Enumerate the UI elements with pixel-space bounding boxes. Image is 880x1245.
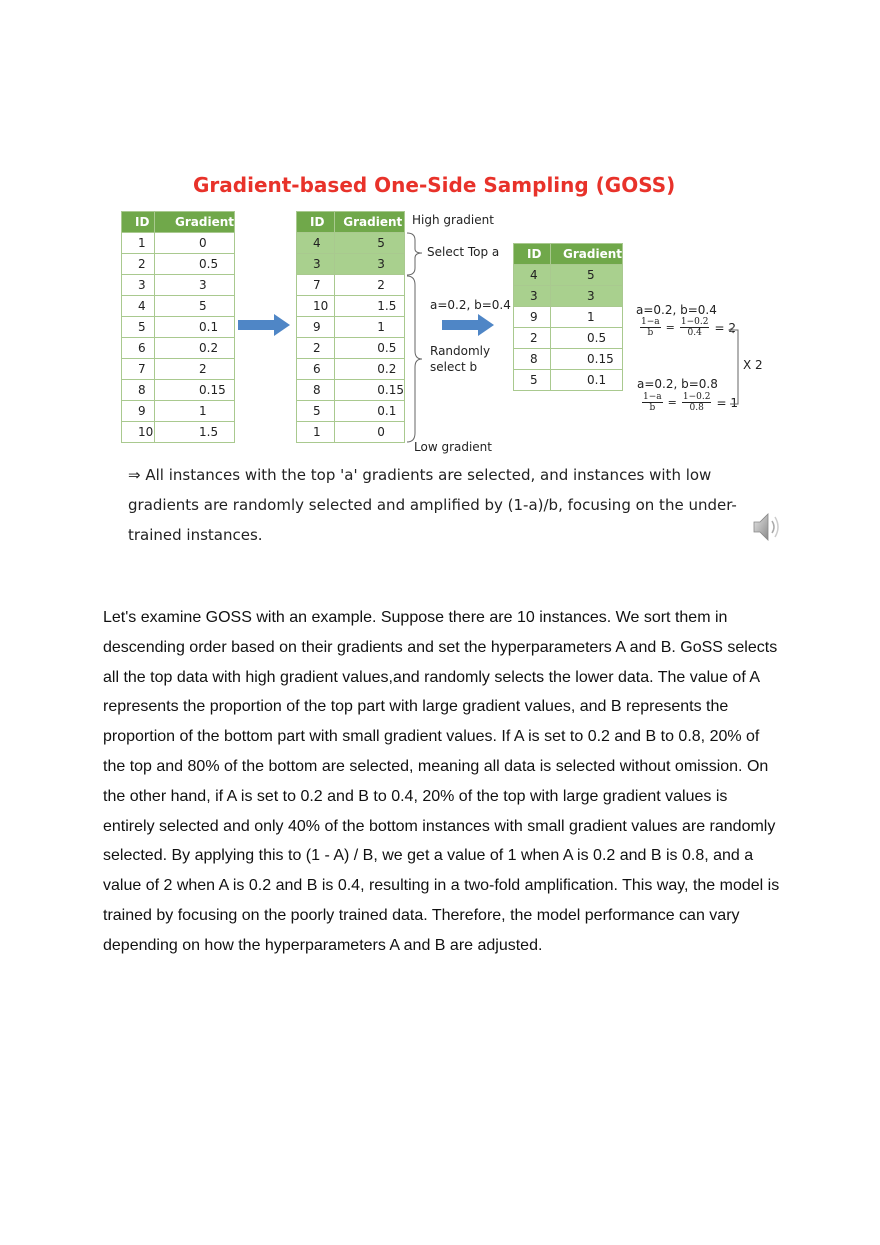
table-row (514, 286, 623, 307)
table-row (514, 349, 623, 370)
randomly-select-label-2: select b (430, 360, 478, 374)
id-cell: 8 (514, 349, 551, 370)
table-row (122, 296, 235, 317)
formula-result: = 2 (714, 320, 736, 335)
table-row (122, 233, 235, 254)
id-cell: 5 (514, 370, 551, 391)
id-cell: 4 (122, 296, 155, 317)
gradient-cell: 0.1 (551, 370, 623, 391)
id-cell: 5 (122, 317, 155, 338)
bottom-brace (405, 275, 427, 443)
id-cell: 10 (122, 422, 155, 443)
formula-denominator: b (649, 403, 656, 413)
gradient-cell: 3 (551, 286, 623, 307)
gradient-cell: 0 (155, 233, 235, 254)
id-cell: 3 (122, 275, 155, 296)
table-row (297, 317, 405, 338)
gradient-cell: 0.15 (551, 349, 623, 370)
slide-conclusion: ⇒ All instances with the top 'a' gradients are selected, and instances with low gradients are randomly selected and amplified by (1-a)/b, focusing on the under-trained instances. (128, 466, 737, 544)
gradient-cell: 3 (155, 275, 235, 296)
id-cell: 7 (297, 275, 335, 296)
gradient-cell: 2 (335, 275, 405, 296)
right-arrow-icon (442, 314, 494, 336)
table-row (297, 359, 405, 380)
table-row (514, 265, 623, 286)
sorted-gradient-table (296, 211, 405, 443)
gradient-cell: 0.2 (155, 338, 235, 359)
randomly-select-label-1: Randomly (430, 344, 491, 358)
high-gradient-label: High gradient (412, 213, 494, 227)
original-gradient-table (121, 211, 235, 443)
gradient-cell: 5 (551, 265, 623, 286)
gradient-cell: 0.5 (551, 328, 623, 349)
table-row (297, 422, 405, 443)
formula-numerator: 1−a (643, 392, 662, 402)
formula-denominator: 0.8 (689, 403, 704, 413)
amplification-formula-2 (640, 392, 738, 413)
id-header: ID (297, 212, 335, 233)
table-row (297, 380, 405, 401)
table-row (297, 401, 405, 422)
gradient-header: Gradient (551, 244, 623, 265)
id-cell: 9 (297, 317, 335, 338)
id-cell: 6 (122, 338, 155, 359)
gradient-cell: 0 (335, 422, 405, 443)
table-row (122, 275, 235, 296)
params-right-2-label: a=0.2, b=0.8 (637, 377, 718, 391)
id-cell: 10 (297, 296, 335, 317)
table-row (297, 296, 405, 317)
id-cell: 9 (514, 307, 551, 328)
gradient-cell: 1.5 (335, 296, 405, 317)
amplification-formula-1 (638, 317, 736, 338)
gradient-header: Gradient (155, 212, 235, 233)
gradient-cell: 0.5 (335, 338, 405, 359)
id-cell: 2 (297, 338, 335, 359)
x2-label: X 2 (743, 358, 763, 372)
id-cell: 9 (122, 401, 155, 422)
table-row (297, 254, 405, 275)
id-cell: 1 (297, 422, 335, 443)
gradient-cell: 0.2 (335, 359, 405, 380)
formula-denominator: 0.4 (687, 328, 702, 338)
gradient-cell: 1 (335, 317, 405, 338)
gradient-cell: 0.1 (155, 317, 235, 338)
gradient-cell: 0.1 (335, 401, 405, 422)
id-header: ID (122, 212, 155, 233)
table-row (297, 275, 405, 296)
gradient-cell: 0.5 (155, 254, 235, 275)
id-cell: 2 (122, 254, 155, 275)
params-right-1-label: a=0.2, b=0.4 (636, 303, 717, 317)
table-row (514, 370, 623, 391)
table-row (122, 317, 235, 338)
sampled-gradient-table (513, 243, 623, 391)
table-row (122, 254, 235, 275)
gradient-cell: 1 (551, 307, 623, 328)
id-cell: 8 (122, 380, 155, 401)
id-cell: 4 (297, 233, 335, 254)
table-row (514, 307, 623, 328)
id-cell: 5 (297, 401, 335, 422)
formula-equals: = (665, 321, 675, 334)
id-cell: 6 (297, 359, 335, 380)
id-cell: 3 (297, 254, 335, 275)
right-arrow-icon (238, 314, 290, 336)
speaker-icon[interactable] (752, 510, 782, 544)
id-cell: 7 (122, 359, 155, 380)
formula-numerator: 1−a (641, 317, 660, 327)
formula-numerator: 1−0.2 (680, 317, 709, 327)
slide-title: Gradient-based One-Side Sampling (GOSS) (193, 173, 676, 197)
gradient-cell: 2 (155, 359, 235, 380)
table-row (122, 401, 235, 422)
table-row (514, 328, 623, 349)
gradient-cell: 5 (335, 233, 405, 254)
gradient-header: Gradient (335, 212, 405, 233)
id-header: ID (514, 244, 551, 265)
gradient-cell: 3 (335, 254, 405, 275)
formula-denominator: b (647, 328, 654, 338)
table-row (297, 233, 405, 254)
table-row (122, 380, 235, 401)
id-cell: 8 (297, 380, 335, 401)
gradient-cell: 1 (155, 401, 235, 422)
id-cell: 2 (514, 328, 551, 349)
gradient-cell: 5 (155, 296, 235, 317)
id-cell: 3 (514, 286, 551, 307)
gradient-cell: 0.15 (155, 380, 235, 401)
x2-bracket (728, 324, 742, 408)
formula-numerator: 1−0.2 (682, 392, 711, 402)
table-row (297, 338, 405, 359)
top-brace (405, 232, 427, 276)
table-row (122, 338, 235, 359)
gradient-cell: 0.15 (335, 380, 405, 401)
table-row (122, 359, 235, 380)
table-row (122, 422, 235, 443)
body-text: Let's examine GOSS with an example. Suppose there are 10 instances. We sort them in descending order based on their gradients and set the hyperparameters A and B. GoSS selects all the top data with high gradient values,and randomly selects the lower data. The value of A represents the proportion of the top part with large gradient values, and B represents the proportion of the bottom part with small gradient values. If A is set to 0.2 and B to 0.8, 20% of the top and 80% of the bottom are selected, meaning all data is selected without omission. On the other hand, if A is set to 0.2 and B to 0.4, 20% of the top with large gradient values is entirely selected and only 40% of the bottom instances with small gradient values are randomly selected. By applying this to (1 - A) / B, we get a value of 1 when A is 0.2 and B is 0.8, and a value of 2 when A is 0.2 and B is 0.4, resulting in a two-fold amplification. This way, the model is trained by focusing on the poorly trained data. Therefore, the model performance can vary depending on how the hyperparameters A and B are adjusted. (103, 609, 780, 954)
body-paragraph (103, 603, 783, 961)
id-cell: 1 (122, 233, 155, 254)
formula-equals: = (667, 396, 677, 409)
id-cell: 4 (514, 265, 551, 286)
low-gradient-label: Low gradient (414, 440, 492, 454)
gradient-cell: 1.5 (155, 422, 235, 443)
params-middle-label: a=0.2, b=0.4 (430, 298, 511, 312)
select-top-a-label: Select Top a (427, 245, 500, 259)
formula-result: = 1 (716, 395, 738, 410)
